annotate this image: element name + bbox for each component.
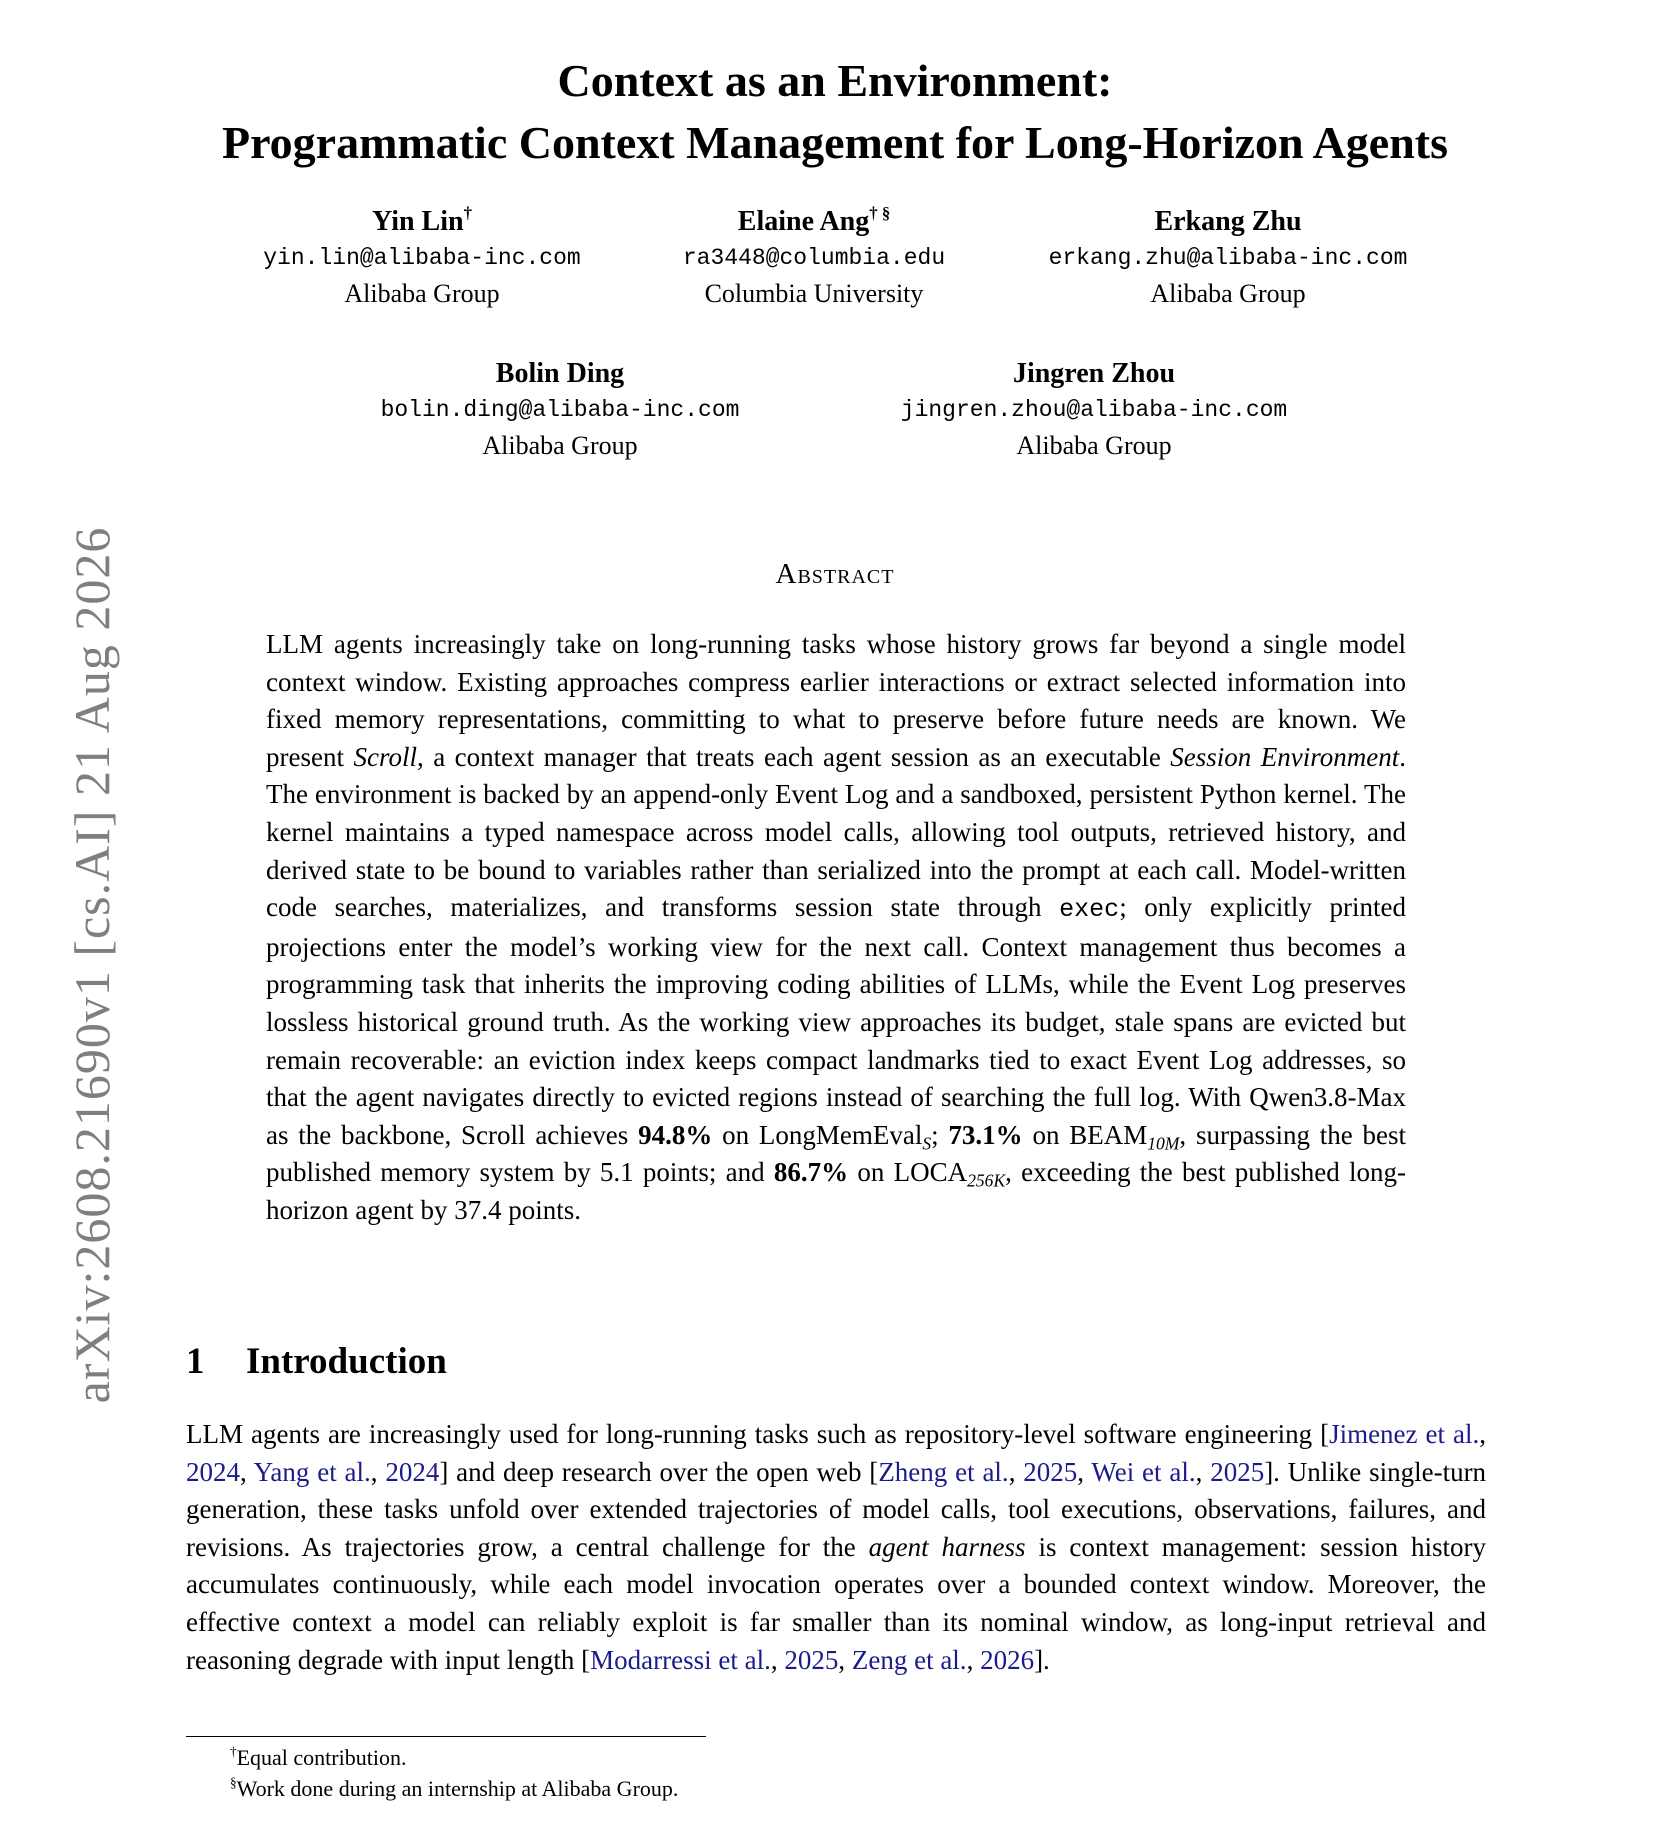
abstract-text-run: , surpassing the best published memory system by 5.1 points; and: [266, 1119, 1406, 1188]
intro-text-run: ,: [838, 1644, 852, 1675]
footnote-text: Work done during an internship at Alibaba Group.: [236, 1776, 679, 1801]
abstract-score: 73.1%: [948, 1119, 1023, 1150]
footnote-mark: §: [230, 1774, 237, 1790]
intro-text-run: ,: [1008, 1456, 1024, 1487]
intro-text-run: LLM agents are increasingly used for long-running tasks such as repository-level software engineering [: [186, 1419, 1330, 1449]
title-line-1: Context as an Environment:: [557, 55, 1113, 106]
abstract-text-run: , exceeding the best published long-horizon agent by 37.4 points.: [266, 1157, 1406, 1225]
section-title: Introduction: [246, 1341, 447, 1382]
citation-link[interactable]: Zheng et al.: [878, 1456, 1009, 1487]
abstract-text-run: on LOCA: [848, 1157, 968, 1188]
citation-link[interactable]: 2026: [980, 1644, 1035, 1675]
intro-term: agent harness: [868, 1531, 1026, 1562]
author-block: [310, 356, 810, 464]
abstract-score: 86.7%: [773, 1157, 849, 1188]
intro-text-run: ]. Unlike single-turn generation, these tasks unfold over extended trajectories of model calls, tool executions, observations, failures, and revisions. As trajectories grow, a central challenge for the: [186, 1456, 1487, 1562]
abstract-system-name: Scroll: [353, 741, 417, 772]
abstract-text-run: ; only explicitly printed projections enter the model’s working view for the next call. Context management thus becomes a programming task that inherits the improving coding abilities of LLMs, while the Event Log preserves lossless historical ground truth. As the working view approaches its budget, stale spans are evicted but remain recoverable: an eviction index keeps compact landmarks tied to exact Event Log addresses, so that the agent navigates directly to evicted regions instead of searching the full log. With Qwen3.8-Max as the backbone, Scroll achieves: [266, 892, 1406, 1150]
abstract-text-run: on BEAM: [1022, 1119, 1148, 1150]
author-mark: † §: [869, 203, 891, 223]
abstract-term: Session Environment: [1170, 741, 1400, 772]
paper-title: [150, 50, 1520, 174]
abstract-text: [266, 626, 1406, 1230]
author-email[interactable]: bolin.ding@alibaba-inc.com: [380, 397, 740, 423]
citation-link[interactable]: 2025: [784, 1644, 839, 1675]
citation-link[interactable]: 2024: [385, 1456, 440, 1487]
author-affiliation: Alibaba Group: [482, 431, 638, 460]
arxiv-identifier-stamp: arXiv:2608.21690v1 [cs.AI] 21 Aug 2026: [64, 526, 120, 1404]
author-name: Jingren Zhou: [1012, 358, 1176, 389]
abstract-subscript: S: [922, 1132, 932, 1153]
title-line-2: Programmatic Context Management for Long-Horizon Agents: [221, 117, 1449, 168]
citation-link[interactable]: Modarressi et al.: [590, 1644, 771, 1675]
citation-link[interactable]: Wei et al.: [1091, 1456, 1196, 1487]
abstract-subscript: 10M: [1147, 1132, 1180, 1153]
citation-link[interactable]: 2025: [1210, 1456, 1265, 1487]
intro-text-run: ,: [370, 1456, 386, 1487]
author-block: [978, 204, 1478, 312]
abstract-text-run: , a context manager that treats each agent session as an executable: [416, 741, 1171, 772]
abstract-text-run: LLM agents increasingly take on long-running tasks whose history grows far beyond a single model context window. Existing approaches compress earlier interactions or extract selected information into fixed memory representations, committing to what to preserve before future needs are known. We present: [266, 629, 1406, 772]
abstract-text-run: ;: [931, 1119, 949, 1150]
author-name: Yin Lin: [372, 206, 464, 237]
author-email[interactable]: erkang.zhu@alibaba-inc.com: [1048, 245, 1408, 271]
author-name: Bolin Ding: [495, 358, 625, 389]
citation-link[interactable]: Zeng et al.: [851, 1644, 967, 1675]
intro-text-run: ] and deep research over the open web [: [439, 1456, 879, 1487]
abstract-code-term: exec: [1059, 895, 1120, 925]
footnote-mark: †: [230, 1743, 237, 1759]
author-email[interactable]: yin.lin@alibaba-inc.com: [263, 245, 581, 271]
abstract-heading: Abstract: [775, 558, 895, 590]
author-affiliation: Columbia University: [704, 279, 924, 308]
intro-text-run: ,: [1195, 1456, 1211, 1487]
footnotes: [230, 1742, 678, 1804]
abstract-text-run: . The environment is backed by an append-only Event Log and a sandboxed, persistent Python kernel. The kernel maintains a typed namespace across model calls, allowing tool outputs, retrieved history, and derived state to be bound to variables rather than serialized into the prompt at each call. Model-written code searches, materializes, and transforms session state through: [266, 741, 1407, 923]
citation-link[interactable]: 2025: [1023, 1456, 1078, 1487]
intro-text-run: ,: [1479, 1419, 1486, 1449]
intro-text-run: is context management: session history accumulates continuously, while each model invocation operates over a bounded context window. Moreover, the effective context a model can reliably exploit is far smaller than its nominal window, as long-input retrieval and reasoning degrade with input length [: [186, 1531, 1486, 1675]
author-affiliation: Alibaba Group: [1016, 431, 1172, 460]
author-mark: †: [463, 203, 472, 223]
intro-text-run: ].: [1034, 1644, 1050, 1675]
author-affiliation: Alibaba Group: [344, 279, 500, 308]
abstract-subscript: 256K: [967, 1170, 1006, 1191]
citation-link[interactable]: Yang et al.: [253, 1456, 371, 1487]
abstract-score: 94.8%: [638, 1119, 713, 1150]
footnote-text: Equal contribution.: [236, 1745, 407, 1770]
author-name: Erkang Zhu: [1154, 206, 1302, 237]
author-affiliation: Alibaba Group: [1150, 279, 1306, 308]
citation-link[interactable]: 2024: [186, 1456, 240, 1487]
footnote-divider: [186, 1736, 706, 1737]
footnote: [230, 1742, 678, 1773]
author-name: Elaine Ang: [737, 206, 870, 237]
footnote: [230, 1773, 678, 1804]
section-number: 1: [186, 1341, 205, 1382]
author-email[interactable]: jingren.zhou@alibaba-inc.com: [900, 397, 1288, 423]
intro-paragraph: [186, 1416, 1486, 1679]
author-email[interactable]: ra3448@columbia.edu: [682, 245, 946, 271]
section-heading: [186, 1338, 447, 1386]
intro-text-run: ,: [770, 1644, 785, 1675]
intro-text-run: ,: [966, 1644, 981, 1675]
author-block: [844, 356, 1344, 464]
intro-text-run: ,: [1077, 1456, 1092, 1487]
abstract-text-run: on LongMemEval: [712, 1119, 923, 1150]
citation-link[interactable]: Jimenez et al.: [1329, 1419, 1480, 1449]
intro-text-run: ,: [240, 1456, 254, 1487]
